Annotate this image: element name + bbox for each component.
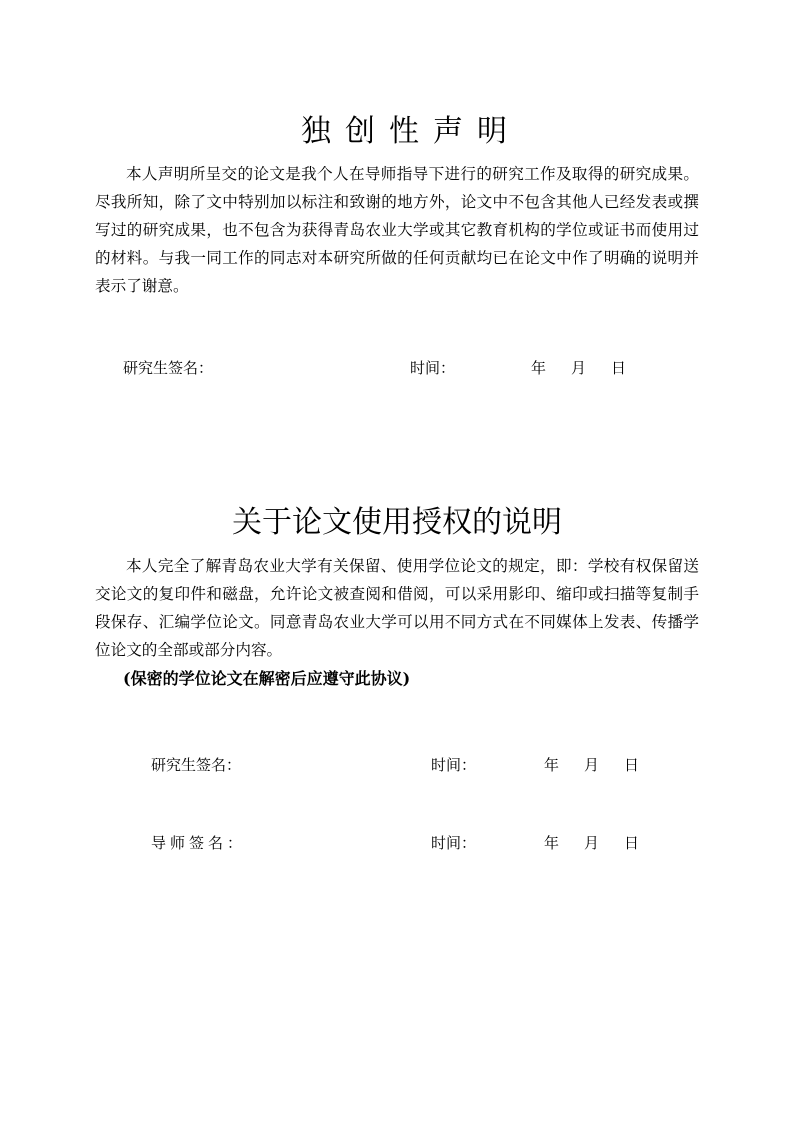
declaration-body: 本人声明所呈交的论文是我个人在导师指导下进行的研究工作及取得的研究成果。尽我所知，除了文中特别加以标注和致谢的地方外，论文中不包含其他人已经发表或撰写过的研究成果，也不包含为获得青岛农业大学或其它教育机构的学位或证书而使用过的材料。与我一同工作的同志对本研究所做的任何贡献均已在论文中作了明确的说明并表示了谢意。 (95, 165, 699, 295)
year-label: 年 (544, 756, 560, 774)
year-label: 年 (531, 359, 547, 377)
authorization-title: 关于论文使用授权的说明 (232, 505, 562, 540)
time-label: 时间： (431, 834, 477, 852)
day-label: 日 (624, 756, 640, 774)
time-label: 时间： (410, 359, 456, 377)
day-label: 日 (624, 834, 640, 852)
month-label: 月 (584, 834, 600, 852)
confidentiality-note: (保密的学位论文在解密后应遵守此协议) (123, 669, 411, 688)
day-label: 日 (611, 359, 627, 377)
declaration-title: 独创性声明 (301, 114, 521, 149)
year-label: 年 (544, 834, 560, 852)
student-signature-label: 研究生签名： (123, 359, 214, 377)
authorization-body: 本人完全了解青岛农业大学有关保留、使用学位论文的规定，即：学校有权保留送交论文的复印件和磁盘，允许论文被查阅和借阅，可以采用影印、缩印或扫描等复制手段保存、汇编学位论文。同意青岛农业大学可以用不同方式在不同媒体上发表、传播学位论文的全部或部分内容。 (95, 557, 699, 659)
time-label: 时间： (431, 756, 477, 774)
advisor-signature-label: 导师签名： (151, 834, 247, 852)
student-signature-label: 研究生签名： (151, 756, 242, 774)
month-label: 月 (571, 359, 587, 377)
month-label: 月 (584, 756, 600, 774)
